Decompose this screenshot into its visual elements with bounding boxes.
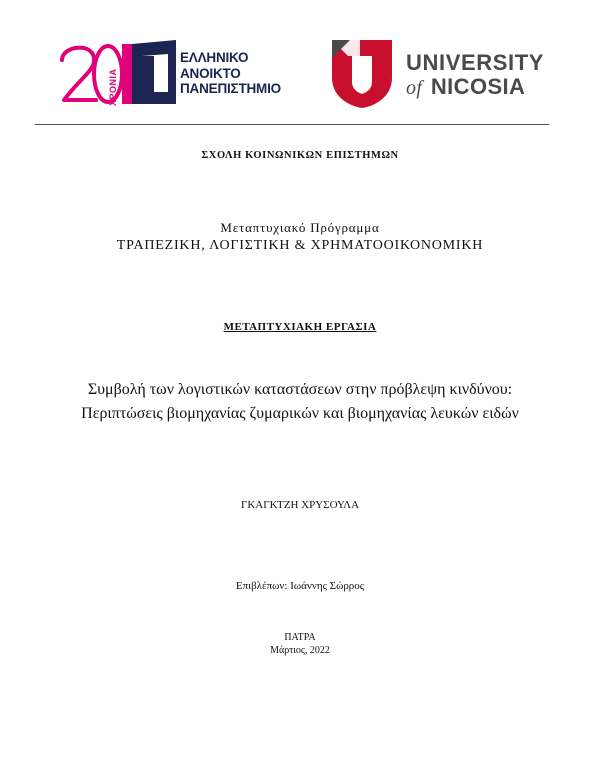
thesis-title-line1: Συμβολή των λογιστικών καταστάσεων στην πρόβλεψη κινδύνου:	[87, 381, 513, 398]
eap-name	[180, 50, 281, 97]
school-name: ΣΧΟΛΗ ΚΟΙΝΩΝΙΚΩΝ ΕΠΙΣΤΗΜΩΝ	[201, 150, 399, 161]
eap-20-years-emblem	[58, 38, 178, 110]
university-of-nicosia-logo	[330, 38, 545, 110]
program-label: Μεταπτυχιακό Πρόγραμμα	[220, 220, 380, 235]
thesis-title-line2: Περιπτώσεις βιομηχανίας ζυμαρικών και βιομηχανίας λευκών ειδών	[81, 405, 519, 422]
unic-wordmark-line1: UNIVERSITY	[406, 50, 545, 75]
thesis-type: ΜΕΤΑΠΤΥΧΙΑΚΗ ΕΡΓΑΣΙΑ	[223, 321, 377, 333]
supervisor: Επιβλέπων: Ιωάννης Σώρρος	[235, 580, 365, 592]
unic-wordmark	[406, 52, 544, 101]
eap-name-line: ΑΝΟΙΚΤΟ	[180, 65, 241, 81]
date: Μάρτιος, 2022	[270, 645, 330, 656]
unic-wordmark-line2	[406, 74, 544, 101]
unic-shield-icon	[330, 38, 394, 110]
eap-name-line: ΕΛΛΗΝΙΚΟ	[180, 50, 249, 65]
unic-wordmark-name: NICOSIA	[430, 74, 526, 99]
author-name: ΓΚΑΓΚΤΖΗ ΧΡΥΣΟΥΛΑ	[240, 499, 360, 511]
city: ΠΑΤΡΑ	[284, 632, 316, 643]
unic-wordmark-of: of	[406, 77, 423, 99]
header-divider	[35, 124, 549, 125]
hellenic-open-university-logo	[58, 38, 281, 110]
program-name: ΤΡΑΠΕΖΙΚΗ, ΛΟΓΙΣΤΙΚΗ & ΧΡΗΜΑΤΟΟΙΚΟΝΟΜΙΚΗ	[116, 238, 484, 253]
eap-name-line: ΠΑΝΕΠΙΣΤΗΜΙΟ	[180, 81, 281, 96]
eap-years-word: ΧΡΟΝΙΑ	[108, 68, 118, 106]
